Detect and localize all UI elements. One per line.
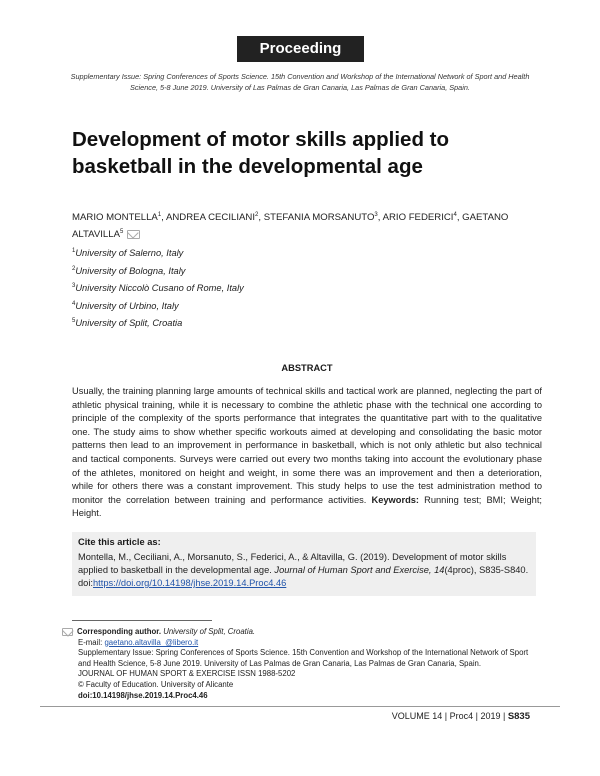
affiliation: $^1$University of Salerno, Italy [72,248,184,259]
page-footer: VOLUME 14 | Proc4 | 2019 | S835 [391,711,530,722]
affiliation: $^3$University Niccolò Cusano of Rome, Italy [72,283,244,294]
email-link[interactable]: gaetano.altavilla_@libero.it [104,637,199,647]
doi-link[interactable]: https://doi.org/10.14198/jhse.2019.14.Proc4.46 [93,578,287,588]
journal-issn: JOURNAL OF HUMAN SPORT & EXERCISE ISSN 1988-5202 [78,669,296,679]
envelope-icon[interactable] [127,230,140,239]
supplementary-issue-note: Supplementary Issue: Spring Conferences of Sports Science. 15th Convention and Workshop of the International Network of Sport and Health Science, 5-8 June 2019. University of Las Palmas de Gran Canaria, Las Palmas de Gran Canaria, Spain. [70,72,530,92]
footnote-divider [72,620,212,621]
keywords: Running test; BMI; Weight; Height. [72,494,542,519]
affiliation: $^4$University of Urbino, Italy [72,300,179,311]
supplementary-note: Supplementary Issue: Spring Conferences of Sports Science. 15th Convention and Workshop of the International Network of Sport and Health Science, 5-8 June 2019. University of Las Palmas de Gran Canaria, Las Palmas de Gran Canaria, Spain. [78,648,529,668]
proceeding-banner: Proceeding [237,36,364,62]
affiliation: $^2$University of Bologna, Italy [72,265,186,276]
author: GAETANO ALTAVILLA$^5$ [72,212,509,241]
author: ARIO FEDERICI$^4$ [382,212,457,224]
citation-text: Montella, M., Ceciliani, A., Morsanuto, S., Federici, A., & Altavilla, G. (2019). Development of motor skills applied to basketball in the developmental age. Journal of Human Sport and Exercise, 14(4proc), S835-S840. doi:https://doi.org/10.14198/jhse.2019.14.Proc4.46 [78,552,529,588]
affiliation-list [72,244,472,332]
abstract-body: Usually, the training planning large amounts of technical skills and tactical work are planned, neglecting the part of athletic physical training, while it is necessary to combine the athletic phase with the technical one according to principle of the complexity of the sports performance that integrates the quantitative part with to the qualitative one. The study aims to show whether specific workouts aimed at developing and consolidating the basic motor patterns then lead to an improvement in performance in basketball, which is not only athletic but also technical and tactical components. Surveys were carried out every two months taking into account the evolutionary phase of the athletes, monitored on height and weight, in some there was an improvement and then a deterioration, while for others there was a constant improvement. This study helps to use the test administration method to monitor the correlation between training and performance activities. Keywords: Running test; BMI; Weight; Height. [72,386,542,519]
author: STEFANIA MORSANUTO$^3$ [263,212,378,224]
citation-heading: Cite this article as: [78,537,161,547]
abstract-heading: ABSTRACT [281,363,333,373]
author: ANDREA CECILIANI$^2$ [165,212,259,224]
affiliation: $^5$University of Split, Croatia [72,318,183,329]
copyright: © Faculty of Education. University of Alicante [78,679,234,689]
correspondence-block: Corresponding author. University of Split, Croatia. E-mail: gaetano.altavilla_@libero.it Supplementary Issue: Spring Conferences of Sports Science. 15th Convention and Workshop of the International Network of Sport and Health Science, 5-8 June 2019. University of Las Palmas de Gran Canaria, Las Palmas de Gran Canaria, Spain. JOURNAL OF HUMAN SPORT & EXERCISE ISSN 1988-5202 © Faculty of Education. University of Alicante doi:10.14198/jhse.2019.14.Proc4.46 [62,627,542,701]
author: MARIO MONTELLA$^1$ [72,212,162,224]
page-number: S835 [507,711,530,722]
footer-divider [40,706,560,707]
article-title: Development of motor skills applied to basketball in the developmental age [72,128,450,178]
envelope-icon [62,628,73,636]
author-list: MARIO MONTELLA$^1$, ANDREA CECILIANI$^2$, STEFANIA MORSANUTO$^3$, ARIO FEDERICI$^4$, GAETANO ALTAVILLA$^5$ [72,212,509,241]
keywords-label: Keywords: [371,494,420,505]
doi-text: doi:10.14198/jhse.2019.14.Proc4.46 [78,690,208,700]
